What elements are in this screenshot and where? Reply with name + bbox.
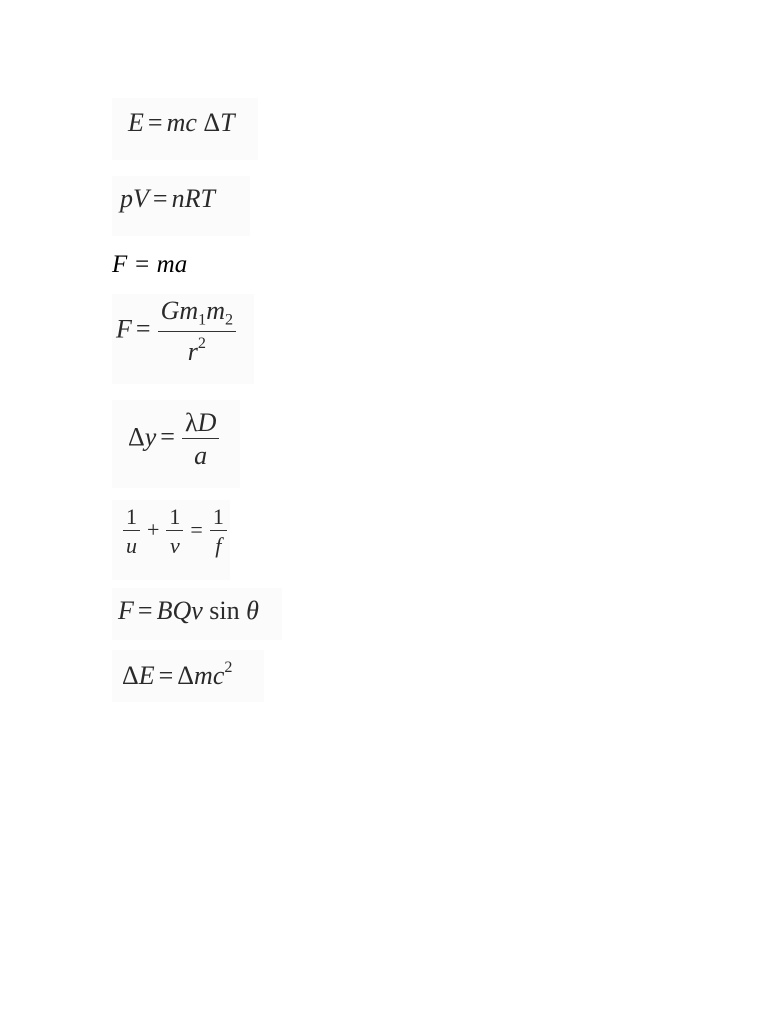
equation-heat-energy [112,98,258,160]
exponent-2: 2 [224,659,233,676]
fraction-denominator: u [126,533,137,558]
exponent-2: 2 [197,334,206,352]
equals-sign: = [147,108,163,137]
subscript-2: 2 [224,311,234,329]
symbol-delta: Δ [128,422,145,452]
equation-magnetic-force [112,588,282,640]
fraction [182,410,219,469]
fraction-denominator [185,332,209,365]
fraction [123,506,140,557]
symbol-mass: m [194,661,213,691]
symbol-gravitational-constant: G [160,296,180,325]
fraction-numerator: 1 [123,506,140,531]
symbol-theta: θ [246,596,259,625]
fraction-numerator [182,410,219,439]
equation-gravitation [112,294,254,384]
fraction-denominator: v [170,533,180,558]
equation-newton-second-law: F = ma [112,251,188,278]
symbol-specific-heat: c [185,108,197,137]
equals-sign: = [135,314,151,344]
equals-sign: = [137,596,153,625]
symbol-force: F [118,596,134,625]
equals-sign: = [190,516,203,542]
equation-mass-energy [112,650,264,702]
symbol-mass-2: m [206,296,225,325]
symbol-velocity: v [191,596,203,625]
symbol-mass-1: m [179,296,199,325]
fraction-numerator: 1 [210,506,227,531]
symbol-light-speed: c [212,661,225,691]
fraction [166,506,183,557]
symbol-y: y [144,422,157,452]
plus-sign: + [147,516,160,542]
fraction [210,506,227,557]
symbol-temperature: T [200,184,215,213]
symbol-field: B [156,596,173,625]
fraction-denominator: f [215,533,222,558]
function-sin: sin [209,596,240,625]
symbol-pressure: p [120,184,133,213]
symbol-wavelength: λ [184,408,198,437]
symbol-mass: m [166,108,186,137]
subscript-1: 1 [198,311,207,329]
symbol-screen-distance: D [197,408,217,437]
symbol-delta: Δ [177,661,195,691]
equals-sign: = [160,422,175,452]
symbol-temperature: T [220,108,235,137]
symbol-energy: E [128,108,144,137]
equals-sign: = [152,184,168,213]
symbol-gas-constant: R [184,184,201,213]
fraction [158,298,236,365]
symbol-charge: Q [172,596,192,625]
fraction-numerator: 1 [166,506,183,531]
symbol-force: F [116,314,132,344]
equation-fringe-spacing [112,400,240,488]
symbol-delta: Δ [203,108,221,137]
symbol-volume: V [133,184,149,213]
symbol-moles: n [171,184,185,213]
equation-lens [112,500,230,580]
equation-ideal-gas [112,176,250,236]
equals-sign: = [158,661,174,691]
symbol-delta: Δ [122,661,139,691]
fraction-denominator: a [194,441,208,470]
fraction-numerator [158,298,236,332]
symbol-energy: E [138,661,155,691]
symbol-distance: r [187,336,198,366]
